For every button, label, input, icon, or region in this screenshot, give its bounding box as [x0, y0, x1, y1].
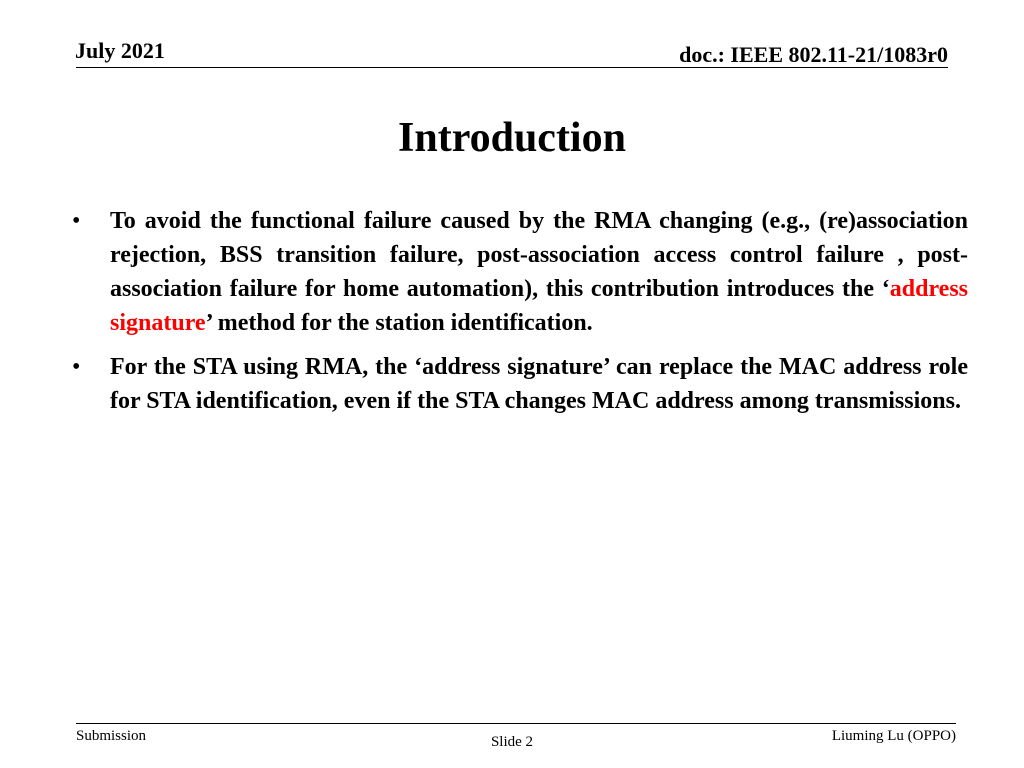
footer-submission: Submission [76, 728, 147, 744]
footer-slide-number: Slide 2 [490, 734, 534, 750]
highlight-address-signature: address signature [110, 276, 968, 336]
bullet-list [72, 204, 968, 428]
footer-divider [76, 723, 956, 724]
footer-author: Liuming Lu (OPPO) [831, 728, 956, 744]
bullet-item-2 [72, 350, 968, 418]
bullet-text: For the STA using RMA, the ‘address signature’ can replace the MAC address role for STA identification, even if the STA changes MAC address among transmissions. [110, 354, 968, 414]
bullet-marker: • [72, 354, 81, 380]
bullet-item-1 [72, 204, 968, 340]
slide-title: Introduction [398, 115, 626, 161]
bullet-text-after: ’ method for the station identification. [205, 310, 593, 336]
header-date: July 2021 [75, 38, 165, 63]
header-doc-id: doc.: IEEE 802.11-21/1083r0 [679, 42, 948, 67]
header-divider [76, 67, 948, 68]
bullet-text-before: To avoid the functional failure caused by the RMA changing (e.g., (re)association rejection, BSS transition failure, post-association access control failure , post-association failure for home automation), this contribution introduces the ‘ [110, 208, 968, 302]
bullet-marker: • [72, 208, 81, 234]
